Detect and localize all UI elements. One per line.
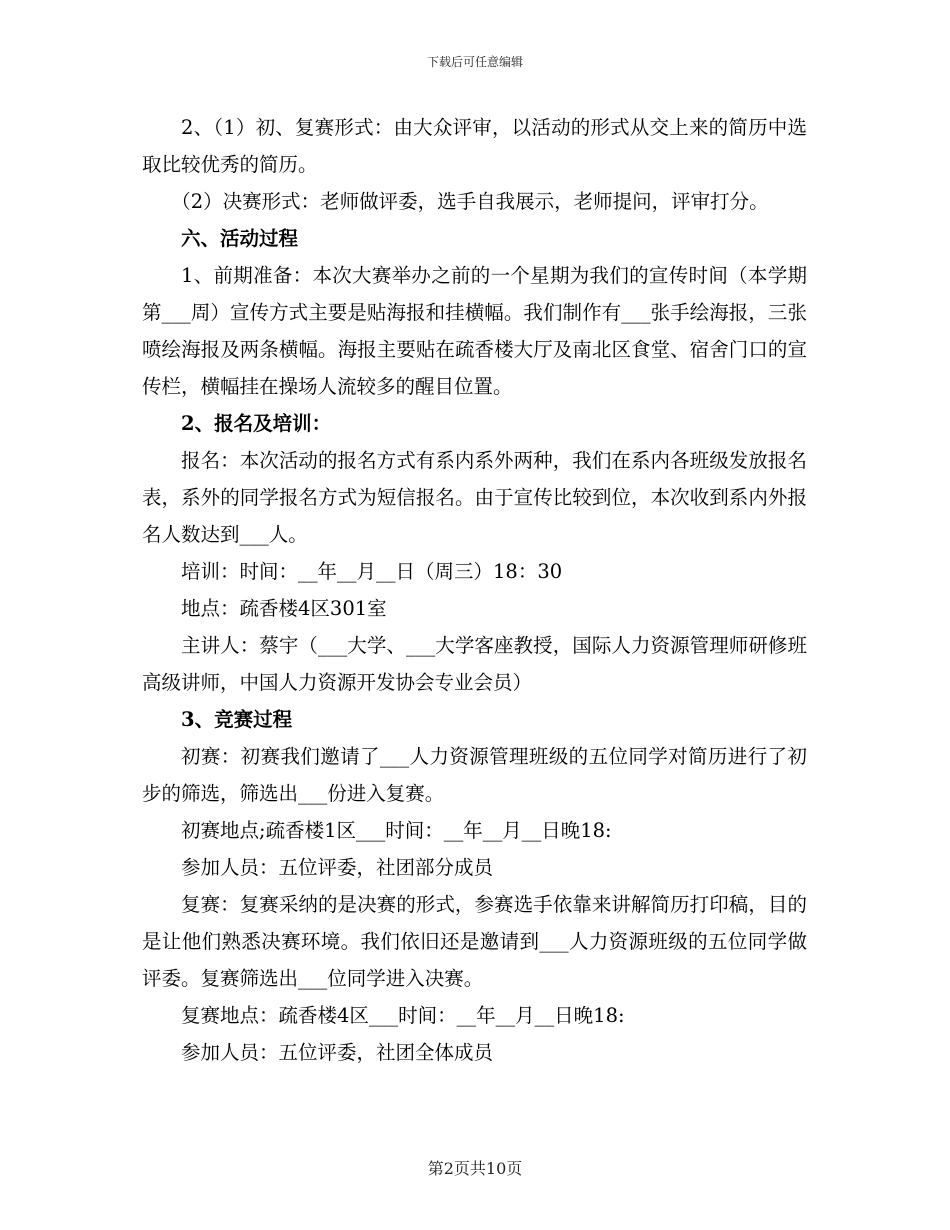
paragraph-preparation: 1、前期准备：本次大赛举办之前的一个星期为我们的宣传时间（本学期第___周）宣传方式主要是贴海报和挂横幅。我们制作有___张手绘海报，三张喷绘海报及两条横幅。海报主要贴在疏香楼大厅及南北区食堂、宿舍门口的宣传栏，横幅挂在操场人流较多的醒目位置。 [142, 264, 807, 398]
paragraph-semifinal-participants: 参加人员：五位评委，社团全体成员 [181, 1041, 494, 1064]
page-footer: 第2页共10页 [427, 1159, 523, 1178]
paragraph-final-format: （2）决赛形式：老师做评委，选手自我展示，老师提问，评审打分。 [171, 190, 769, 213]
paragraph-training-location: 地点：疏香楼4区301室 [181, 597, 387, 620]
paragraph-lecturer: 主讲人：蔡宇（___大学、___大学客座教授，国际人力资源管理师研修班高级讲师，中国人力资源开发协会专业会员） [142, 634, 807, 694]
paragraph-preliminary-participants: 参加人员：五位评委，社团部分成员 [181, 856, 494, 879]
paragraph-preliminary: 初赛：初赛我们邀请了___人力资源管理班级的五位同学对简历进行了初步的筛选，筛选出___份进入复赛。 [142, 745, 807, 805]
page-header: 下载后可任意编辑 [426, 55, 523, 69]
section-heading-activity-process: 六、活动过程 [181, 227, 299, 250]
paragraph-competition-format: 2、（1）初、复赛形式：由大众评审，以活动的形式从交上来的简历中选取比较优秀的简历。 [142, 116, 807, 176]
document-body [142, 109, 807, 1071]
paragraph-training-time: 培训：时间：__年__月__日（周三）18：30 [181, 560, 563, 583]
paragraph-preliminary-location: 初赛地点;疏香楼1区___时间：__年__月__日晚18: [181, 819, 612, 842]
paragraph-semifinal-location: 复赛地点：疏香楼4区___时间：__年__月__日晚18: [181, 1004, 625, 1027]
subheading-registration-training: 2、报名及培训： [181, 412, 332, 435]
paragraph-semifinal: 复赛：复赛采纳的是决赛的形式，参赛选手依靠来讲解简历打印稿，目的是让他们熟悉决赛环境。我们依旧还是邀请到___人力资源班级的五位同学做评委。复赛筛选出___位同学进入决赛。 [142, 893, 807, 990]
paragraph-registration: 报名：本次活动的报名方式有系内系外两种，我们在系内各班级发放报名表，系外的同学报名方式为短信报名。由于宣传比较到位，本次收到系内外报名人数达到___人。 [142, 449, 807, 546]
subheading-competition-process: 3、竞赛过程 [181, 708, 293, 731]
